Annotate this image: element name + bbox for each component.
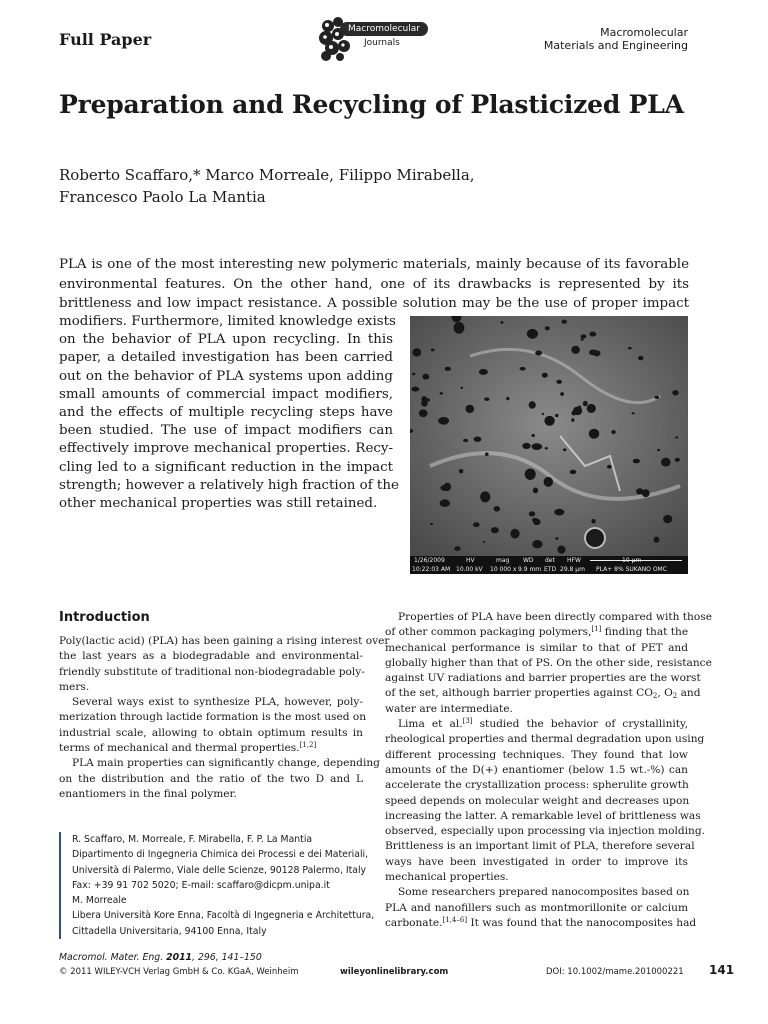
text-run: mechanical performance is similar to that of PET and <box>385 641 688 654</box>
sem-det-label: det <box>545 557 555 564</box>
sem-pore <box>557 546 565 554</box>
sem-pore <box>657 449 660 451</box>
sem-texture <box>410 316 688 556</box>
body-line <box>59 634 390 649</box>
body-line <box>385 824 705 839</box>
text-run: amounts of the D(+) enantiomer (below 1.5 wt.-%) can <box>385 763 688 776</box>
sem-pore <box>591 519 595 524</box>
text-run: Some researchers prepared nanocomposites based on <box>398 886 690 899</box>
text-run: increasing the latter. A remarkable level of brittleness was <box>385 809 701 822</box>
body-line <box>385 901 688 916</box>
sem-pore <box>611 430 615 434</box>
sem-pore <box>578 406 581 408</box>
authors-line: Roberto Scaffaro,* Marco Morreale, Filippo Mirabella, <box>59 166 475 184</box>
section-label: Full Paper <box>59 30 152 49</box>
text-run: friendly substitute of traditional non-biodegradable poly- <box>59 665 365 678</box>
body-line <box>385 702 688 717</box>
logo-band: Macromolecular <box>340 22 428 36</box>
text-run: mechanical properties. <box>385 871 509 884</box>
sem-pore <box>411 387 419 392</box>
authors-line: Francesco Paolo La Mantia <box>59 188 266 206</box>
sem-mag-label: mag <box>496 557 510 564</box>
abstract-line: effectively improve mechanical properties. Recy- <box>59 441 393 457</box>
sem-wd-label: WD <box>523 557 534 564</box>
sem-pore <box>545 326 550 330</box>
sem-pore <box>466 405 475 413</box>
body-line <box>385 717 688 732</box>
text-run: accelerate the crystallization process: spherulite growth <box>385 779 689 792</box>
sem-pore <box>412 348 421 356</box>
sem-hfw: 29.8 µm <box>560 566 585 573</box>
abstract-line: out on the behavior of PLA systems upon adding <box>59 368 393 384</box>
abstract-line: small amounts of commercial impact modifiers, <box>59 386 393 402</box>
sem-pore <box>474 437 482 442</box>
text-run: studied the behavior of crystallinity, <box>472 718 688 731</box>
sem-date: 1/26/2009 <box>414 557 445 564</box>
body-line <box>385 870 688 885</box>
sem-pore <box>491 527 499 533</box>
sem-pore <box>454 322 465 334</box>
abstract-line: PLA is one of the most interesting new polymeric materials, mainly because of its favorable <box>59 257 689 272</box>
body-line <box>385 748 688 763</box>
body-line <box>385 778 688 793</box>
sem-time: 10:22:03 AM <box>412 566 451 573</box>
sem-pore <box>607 465 612 469</box>
article-title: Preparation and Recycling of Plasticized PLA <box>59 90 684 119</box>
text-run: Several ways exist to synthesize PLA, however, poly- <box>72 696 363 709</box>
sem-scale: 10 µm <box>622 557 642 564</box>
affiliation-line: M. Morreale <box>72 895 127 907</box>
abstract-line: modifiers. Furthermore, limited knowledge exists <box>59 314 396 329</box>
body-line <box>59 756 380 771</box>
journal-logo <box>318 14 430 64</box>
sem-pore <box>571 418 574 422</box>
sem-pore <box>532 434 535 437</box>
sem-pore <box>484 397 489 401</box>
sem-pore <box>563 448 567 451</box>
body-line <box>385 794 688 809</box>
sem-pore <box>571 346 580 354</box>
citation-journal: Macromol. Mater. Eng. <box>59 952 164 963</box>
sem-pore <box>438 417 449 425</box>
sem-pore <box>440 499 450 507</box>
body-line <box>59 726 363 741</box>
body-line <box>59 680 363 695</box>
sem-pore <box>589 429 600 439</box>
body-line <box>385 671 701 686</box>
sem-pore <box>483 541 485 543</box>
body-line <box>385 625 688 640</box>
sem-pore <box>675 436 678 438</box>
text-run: of the set, although barrier properties against CO <box>385 687 653 700</box>
sem-pore <box>633 459 640 464</box>
sem-pore <box>510 529 519 539</box>
affiliation-line: Cittadella Universitaria, 94100 Enna, Italy <box>72 925 267 937</box>
page-number: 141 <box>709 963 735 977</box>
sem-pore <box>529 401 536 409</box>
text-run: and <box>677 687 701 700</box>
text-run: rheological properties and thermal degradation upon using <box>385 733 705 746</box>
sem-pore <box>440 392 443 395</box>
sem-pore <box>545 447 548 449</box>
text-run: Brittleness is an important limit of PLA, therefore several <box>385 840 695 853</box>
text-run: enantiomers in the final polymer. <box>59 787 237 800</box>
citation-ref: [1] <box>591 625 602 634</box>
logo-subtitle: Journals <box>364 38 400 48</box>
body-line <box>59 710 367 725</box>
affiliation-line: Dipartimento di Ingegneria Chimica dei Processi e dei Materiali, <box>72 849 369 861</box>
sem-databar <box>410 556 688 574</box>
body-line <box>385 656 712 671</box>
sem-pore <box>445 367 451 371</box>
text-run: Lima et al. <box>398 718 463 731</box>
text-run: PLA main properties can significantly change, depending <box>72 757 380 770</box>
text-run: terms of mechanical and thermal properties. <box>59 742 300 755</box>
subscript: 2 <box>652 692 658 701</box>
sem-pore <box>587 404 596 413</box>
sem-pore <box>520 367 526 371</box>
text-run: water are intermediate. <box>385 702 513 715</box>
citation-ref: [3] <box>462 717 473 726</box>
citation-pages: , 141–150 <box>215 952 262 963</box>
text-run: Poly(lactic acid) (PLA) has been gaining a rising interest over <box>59 635 390 647</box>
sem-pore <box>672 390 678 395</box>
text-run: , O <box>657 687 673 700</box>
sem-pore <box>544 477 553 487</box>
section-heading-introduction: Introduction <box>59 610 150 625</box>
sem-pore <box>555 537 558 539</box>
body-line <box>385 855 688 870</box>
affiliation-line: Fax: +39 91 702 5020; E-mail: scaffaro@dicpm.unipa.it <box>72 879 330 891</box>
sem-pore <box>422 374 429 380</box>
body-line <box>385 885 688 900</box>
abstract-line: paper, a detailed investigation has been carried <box>59 350 393 366</box>
sem-pore <box>556 380 562 384</box>
sem-pore <box>542 373 548 378</box>
citation-year: 2011 <box>166 952 193 963</box>
sem-pore <box>589 332 596 337</box>
sem-micrograph <box>410 316 688 574</box>
sem-pore <box>532 540 542 548</box>
citation-ref: [1,4–6] <box>442 915 468 924</box>
body-column-right <box>385 610 712 931</box>
sem-pore <box>480 491 490 502</box>
sem-pore <box>628 347 632 349</box>
abstract-line: cling led to a significant reduction in the impact <box>59 459 393 475</box>
sem-pore <box>535 351 542 356</box>
body-line <box>385 763 688 778</box>
sem-wd: 9.9 mm <box>518 566 542 573</box>
sem-sample: PLA+ 8% SUKANO OMC <box>596 566 667 573</box>
body-line <box>59 695 363 710</box>
sem-pore <box>638 356 643 360</box>
body-line <box>385 809 701 824</box>
sem-pore <box>485 453 489 456</box>
abstract-line: on the behavior of PLA upon recycling. In this <box>59 332 393 348</box>
sem-pore <box>532 518 538 522</box>
sem-pore <box>532 443 543 450</box>
body-line <box>59 787 363 802</box>
sem-pore <box>675 458 680 462</box>
text-run: against UV radiations and barrier properties are the worst <box>385 672 701 685</box>
sem-pore <box>555 414 558 418</box>
text-run: carbonate. <box>385 916 443 929</box>
sem-pore <box>529 511 535 516</box>
sem-pore <box>654 537 660 543</box>
body-line <box>59 772 363 787</box>
citation-line: Macromol. Mater. Eng. 2011, 296, 141–150 <box>59 952 262 963</box>
body-line <box>385 915 697 931</box>
sem-pore <box>663 515 672 523</box>
sem-pore <box>583 401 588 406</box>
sem-pore <box>430 523 433 525</box>
journal-name-line2: Materials and Engineering <box>543 39 688 52</box>
sem-pore <box>542 413 544 415</box>
sem-pore <box>419 409 428 417</box>
text-run: finding that the <box>601 626 689 639</box>
sem-pore <box>570 470 577 474</box>
sem-pore <box>632 412 635 414</box>
sem-pore <box>573 407 582 416</box>
body-column-left <box>59 634 390 802</box>
sem-pore <box>494 506 501 512</box>
abstract-line: strength; however a relatively high fraction of the <box>59 477 399 493</box>
sem-mag: 10 000 x <box>490 566 517 573</box>
sem-pore <box>459 469 463 473</box>
sem-pore <box>479 369 488 375</box>
copyright: © 2011 WILEY-VCH Verlag GmbH & Co. KGaA, Weinheim <box>59 967 299 977</box>
abstract-line: and the effects of multiple recycling steps have <box>59 405 393 421</box>
sem-pore <box>461 387 464 389</box>
text-run: on the distribution and the ratio of the two D and L <box>59 772 363 785</box>
sem-pore <box>554 509 564 516</box>
sem-pore <box>463 439 468 442</box>
abstract-line: other mechanical properties was still retained. <box>59 496 378 512</box>
sem-pore <box>421 396 427 402</box>
journal-name <box>544 26 688 52</box>
abstract-line: brittleness and low impact resistance. A possible solution may be the use of proper impact <box>59 296 689 311</box>
citation-volume: 296 <box>197 952 216 963</box>
sem-pore <box>506 397 509 400</box>
body-line <box>385 839 695 854</box>
website-link[interactable]: wileyonlinelibrary.com <box>340 967 449 977</box>
sem-pore <box>560 392 564 396</box>
sem-hfw-label: HFW <box>567 557 581 564</box>
sem-pore <box>444 483 452 491</box>
sem-pore <box>455 324 458 326</box>
affiliation-line: Libera Università Kore Enna, Facoltà di Ingegneria e Architettura, <box>72 910 375 922</box>
body-line <box>385 641 688 656</box>
subscript: 2 <box>672 692 678 701</box>
text-run: different processing techniques. They found that low <box>385 748 688 761</box>
text-run: the last years as a biodegradable and environmental- <box>59 650 363 663</box>
sem-det: ETD <box>544 566 557 573</box>
body-line <box>385 686 701 701</box>
text-run: industrial scale, allowing to obtain optimum results in <box>59 726 363 739</box>
abstract-line: environmental features. On the other hand, one of its drawbacks is represented by its <box>59 277 689 292</box>
sem-pore <box>533 488 538 494</box>
sem-pore <box>525 469 536 480</box>
body-line <box>385 610 712 625</box>
sem-pore <box>522 443 530 449</box>
text-run: merization through lactide formation is the most used on <box>59 711 367 724</box>
sem-pore <box>562 320 567 324</box>
text-run: ways have been investigated in order to improve its <box>385 855 688 868</box>
text-run: globally higher than that of PS. On the other side, resistance <box>385 656 712 669</box>
sem-pore <box>454 546 460 551</box>
affiliation-box <box>59 832 386 939</box>
doi: DOI: 10.1002/mame.201000221 <box>546 967 684 977</box>
text-run: PLA and nanofillers such as montmorillonite or calcium <box>385 901 688 914</box>
sem-pore <box>412 373 415 376</box>
body-line <box>59 665 363 680</box>
text-run: It was found that the nanocomposites had <box>467 916 697 929</box>
text-run: mers. <box>59 680 90 693</box>
sem-pore <box>544 416 554 426</box>
sem-pore <box>581 338 584 340</box>
sem-pore <box>589 350 597 356</box>
body-line <box>385 732 705 747</box>
sem-pore <box>581 334 587 338</box>
sem-pore <box>500 321 503 324</box>
sem-hv-label: HV <box>466 557 475 564</box>
journal-name-line1: Macromolecular <box>600 26 688 39</box>
author-list <box>59 164 619 208</box>
sem-pore <box>661 458 671 467</box>
sem-pore <box>431 349 435 352</box>
citation-ref: [1,2] <box>299 741 317 750</box>
abstract-line: been studied. The use of impact modifiers can <box>59 423 393 439</box>
body-line <box>59 741 363 756</box>
sem-hv: 10.00 kV <box>456 566 483 573</box>
text-run: Properties of PLA have been directly compared with those <box>398 611 712 623</box>
text-run: of other common packaging polymers, <box>385 626 592 639</box>
abstract-column <box>59 313 399 513</box>
text-run: observed, especially upon processing via injection molding. <box>385 825 705 838</box>
text-run: speed depends on molecular weight and decreases upon <box>385 794 690 807</box>
sem-pore <box>655 396 660 399</box>
sem-pore <box>642 489 650 497</box>
affiliation-line: Università di Palermo, Viale delle Scienze, 90128 Palermo, Italy <box>72 864 367 876</box>
affiliation-line: R. Scaffaro, M. Morreale, F. Mirabella, F. P. La Mantia <box>72 834 313 845</box>
body-line <box>59 649 363 664</box>
sem-pore <box>527 329 538 339</box>
sem-pore <box>473 522 480 527</box>
